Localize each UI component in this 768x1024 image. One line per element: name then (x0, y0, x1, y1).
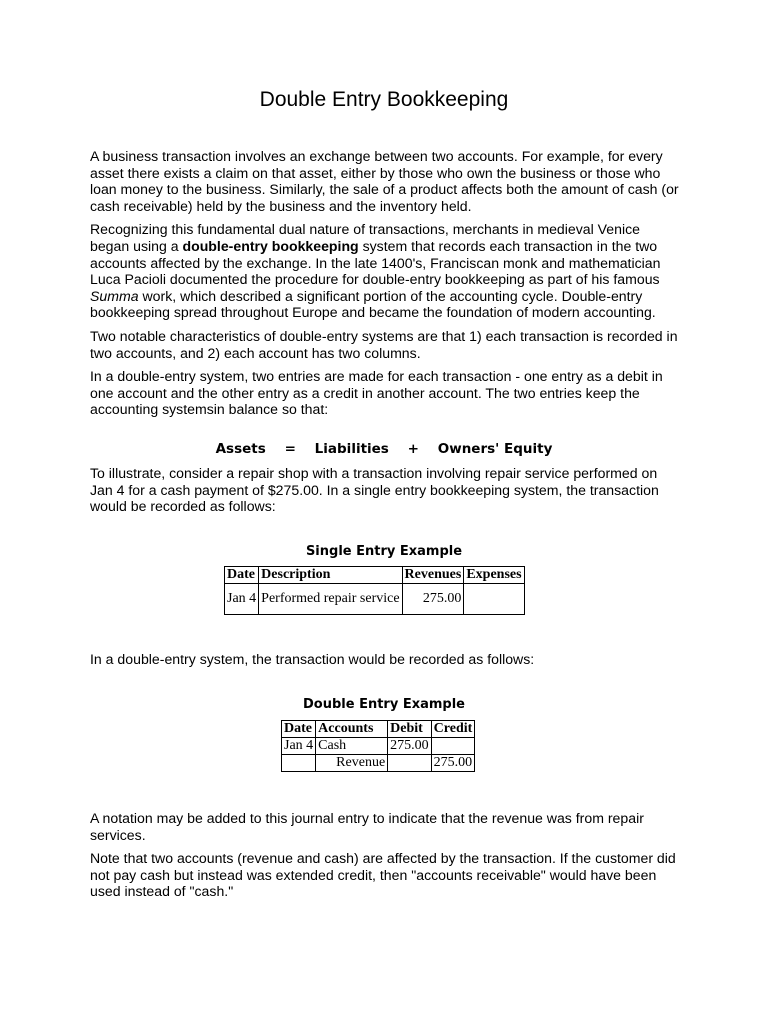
page-title: Double Entry Bookkeeping (259, 88, 509, 111)
cell-credit: 275.00 (431, 755, 475, 772)
table-header-row (282, 721, 475, 738)
cell-debit: 275.00 (388, 738, 432, 755)
double-entry-table (281, 720, 475, 772)
paragraph-transaction: A business transaction involves an exchange between two accounts. For example, for every asset there exists a claim on that asset, either by those who own the business or those who loan money to the business. Similarly, the sale of a product affects both the amount of cash (or cash receivable) held by the business and the inventory held. (90, 148, 679, 214)
closing-section (90, 810, 680, 907)
cell-account: Cash (316, 738, 388, 755)
header-credit: Credit (431, 721, 475, 738)
header-date: Date (282, 721, 316, 738)
table-row (282, 738, 475, 755)
paragraph-note: Note that two accounts (revenue and cash) are affected by the transaction. If the customer did not pay cash but instead was extended credit, then "accounts receivable" would have been used instead of "cash." (90, 850, 676, 900)
header-date: Date (225, 567, 259, 584)
cell-credit (431, 738, 475, 755)
paragraph-notation: A notation may be added to this journal entry to indicate that the revenue was from repair services. (90, 810, 644, 843)
cell-date: Jan 4 (225, 584, 259, 615)
paragraph-entries: In a double-entry system, two entries are made for each transaction - one entry as a debit in one account and the other entry as a credit in another account. The two entries keep the accounting systemsin balance so that: (90, 368, 663, 418)
cell-revenues: 275.00 (402, 584, 464, 615)
header-revenues: Revenues (402, 567, 464, 584)
header-expenses: Expenses (464, 567, 524, 584)
history-text-2: system that records each transaction in the two accounts affected by the exchange. In the late 1400's, Franciscan monk and mathematician Luca Pacioli documented the procedure for double-entry bookkeeping as part of his famous (90, 237, 661, 288)
paragraph-illustrate: To illustrate, consider a repair shop with a transaction involving repair service performed on Jan 4 for a cash payment of $275.00. In a single entry bookkeeping system, the transaction would be recorded as follows: (90, 465, 659, 515)
table-row (282, 755, 475, 772)
cell-description: Performed repair service (259, 584, 402, 615)
intro-section (90, 148, 680, 425)
header-description: Description (259, 567, 402, 584)
header-accounts: Accounts (316, 721, 388, 738)
history-text-3: work, which described a significant portion of the accounting cycle. Double-entry bookkeeping spread throughout Europe and became the foundation of modern accounting. (90, 287, 656, 321)
history-bold-term: double-entry bookkeeping (182, 237, 359, 254)
history-text-1: Recognizing this fundamental dual nature of transactions, merchants in medieval Venice began using a (90, 221, 640, 254)
double-entry-caption: Double Entry Example (302, 697, 465, 712)
double-entry-intro (90, 651, 680, 675)
cell-account: Revenue (316, 755, 388, 772)
accounting-equation: Assets = Liabilities + Owners' Equity (215, 441, 553, 457)
cell-date (282, 755, 316, 772)
cell-debit (388, 755, 432, 772)
table-header-row (225, 567, 525, 584)
history-italic-term: Summa (90, 287, 139, 304)
illustration-paragraph (90, 465, 680, 522)
single-entry-table (224, 566, 525, 615)
paragraph-double-entry: In a double-entry system, the transaction would be recorded as follows: (90, 651, 535, 667)
table-row (225, 584, 525, 615)
header-debit: Debit (388, 721, 432, 738)
single-entry-caption: Single Entry Example (305, 544, 463, 559)
paragraph-history (90, 221, 680, 321)
paragraph-characteristics: Two notable characteristics of double-entry systems are that 1) each transaction is recorded in two accounts, and 2) each account has two columns. (90, 327, 678, 361)
cell-date: Jan 4 (282, 738, 316, 755)
cell-expenses (464, 584, 524, 615)
